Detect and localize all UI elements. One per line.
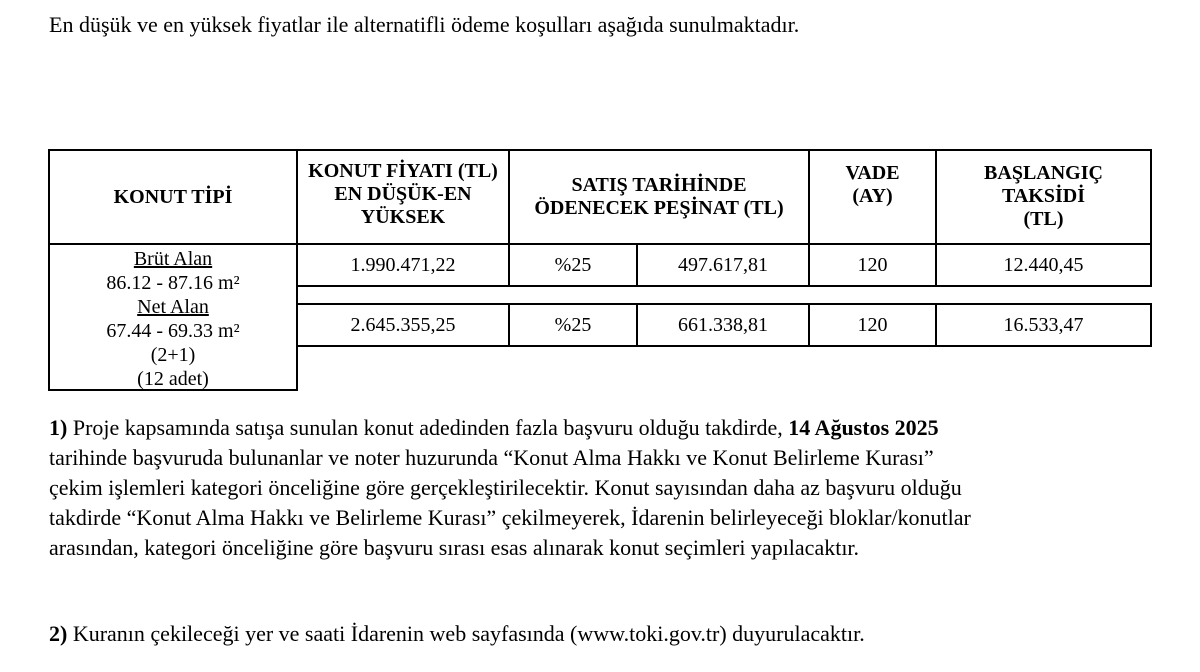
note-1-line-2: tarihinde başvuruda bulunanlar ve noter huzurunda “Konut Alma Hakkı ve Konut Belirleme Kurası”: [49, 445, 934, 470]
intro-text: En düşük ve en yüksek fiyatlar ile alternatifli ödeme koşulları aşağıda sunulmaktadır.: [49, 12, 800, 37]
header-pesinat: SATIŞ TARİHİNDE ÖDENECEK PEŞİNAT (TL): [534, 174, 784, 219]
row1-fiyat: 1.990.471,22: [350, 253, 456, 276]
oda-sayisi: (2+1): [150, 344, 196, 366]
header-vade: VADE (AY): [845, 162, 900, 207]
row2-taksit: 16.533,47: [1003, 313, 1084, 336]
table-border: [1150, 303, 1152, 347]
table-border: [1150, 149, 1152, 245]
net-alan-label: Net Alan: [137, 296, 209, 318]
brut-alan-label: Brüt Alan: [133, 248, 213, 270]
row2-pesinat: 661.338,81: [678, 313, 768, 336]
konut-adedi: (12 adet): [137, 368, 209, 390]
note-1-line-5: arasından, kategori önceliğine göre başvuru sırası esas alınarak konut seçimleri yapılacaktır.: [49, 535, 860, 560]
note-1: [49, 413, 1159, 563]
table-border: [296, 285, 1152, 287]
row2-oran: %25: [554, 313, 592, 336]
note-2: [49, 619, 1159, 649]
kura-date: 14 Ağustos 2025: [788, 415, 939, 440]
header-konut-fiyati: KONUT FİYATI (TL) EN DÜŞÜK-EN YÜKSEK: [308, 160, 498, 228]
table-border: [296, 345, 1152, 347]
row1-pesinat: 497.617,81: [678, 253, 768, 276]
note-2-number: 2): [49, 621, 68, 646]
row1-oran: %25: [554, 253, 592, 276]
table-border: [1150, 243, 1152, 287]
note-1-line-4: takdirde “Konut Alma Hakkı ve Belirleme Kurası” çekilmeyerek, İdarenin belirleyeceği bloklar/konutlar: [49, 505, 971, 530]
header-baslangic-taksidi: BAŞLANGIÇ TAKSİDİ (TL): [984, 162, 1103, 230]
header-konut-tipi: KONUT TİPİ: [113, 185, 233, 208]
note-2-line: 2) Kuranın çekileceği yer ve saati İdarenin web sayfasında (www.toki.gov.tr) duyurulacaktır.: [49, 621, 865, 646]
row1-vade: 120: [857, 253, 888, 276]
note-1-line-1: 1) Proje kapsamında satışa sunulan konut adedinden fazla başvuru olduğu takdirde, 14 Ağustos 2025: [49, 415, 939, 440]
brut-alan-value: 86.12 - 87.16 m²: [106, 272, 240, 294]
net-alan-value: 67.44 - 69.33 m²: [106, 320, 240, 342]
row1-taksit: 12.440,45: [1003, 253, 1084, 276]
note-1-number: 1): [49, 415, 68, 440]
note-1-line-3: çekim işlemleri kategori önceliğine göre gerçekleştirilecektir. Konut sayısından daha az başvuru olduğu: [49, 475, 962, 500]
row2-fiyat: 2.645.355,25: [350, 313, 456, 336]
row2-vade: 120: [857, 313, 888, 336]
